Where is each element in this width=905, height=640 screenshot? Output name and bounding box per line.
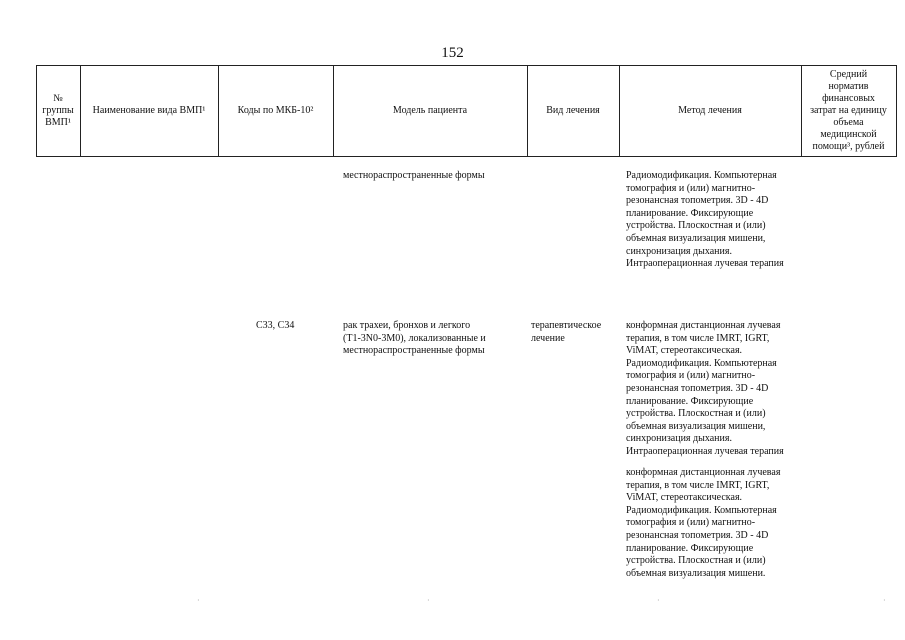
block1-patient-model: местнораспространенные формы <box>343 170 485 181</box>
scan-speck: · <box>197 596 200 605</box>
scan-speck: · <box>657 596 660 605</box>
header-treatment-type-text: Вид лечения <box>546 105 600 116</box>
header-patient-model <box>333 65 527 157</box>
block2-treatment-type: терапевтическое лечение <box>531 320 602 344</box>
block2-patient-model: рак трахеи, бронхов и легкого (T1-3N0-3M0), локализованные и местнораспространенные формы <box>343 320 486 357</box>
header-cost-standard-text: Средний норматив финансовых затрат на единицу объема медицинской помощи³, рублей <box>810 69 887 152</box>
block1-treatment-method: Радиомодификация. Компьютерная томография и (или) магнитно- резонансная топометрия. 3D - 4D планирование. Фиксирующие устройства. Плоскостная и (или) объемная визуализация мишени, синхронизация дыхания. Интраоперационная лучевая терапия <box>626 170 784 270</box>
scan-speck: · <box>427 596 430 605</box>
scan-speck: · <box>883 596 886 605</box>
page-number: 152 <box>441 45 464 61</box>
header-cost-standard <box>801 65 896 157</box>
header-icd-codes <box>218 65 333 157</box>
header-group-number <box>36 65 80 157</box>
header-vmp-name-text: Наименование вида ВМП¹ <box>92 105 206 116</box>
header-patient-model-text: Модель пациента <box>392 105 468 116</box>
header-treatment-method <box>619 65 801 157</box>
header-treatment-type <box>527 65 619 157</box>
header-treatment-method-text: Метод лечения <box>678 105 742 116</box>
header-icd-codes-text: Коды по МКБ-10² <box>237 105 314 116</box>
header-vmp-name <box>80 65 218 157</box>
header-group-number-text: № группы ВМП¹ <box>42 93 74 128</box>
block3-treatment-method: конформная дистанционная лучевая терапия, в том числе IMRT, IGRT, ViMAT, стереотаксическая. Радиомодификация. Компьютерная томография и (или) магнитно- резонансная топометрия. 3D - 4D планирование. Фиксирующие устройства. Плоскостная и (или) объемная визуализация мишени. <box>626 467 781 579</box>
block2-icd-codes: C33, C34 <box>256 320 295 331</box>
divider <box>896 65 897 157</box>
block2-treatment-method: конформная дистанционная лучевая терапия, в том числе IMRT, IGRT, ViMAT, стереотаксическая. Радиомодификация. Компьютерная томография и (или) магнитно- резонансная топометрия. 3D - 4D планирование. Фиксирующие устройства. Плоскостная и (или) объемная визуализация мишени, синхронизация дыхания. Интраоперационная лучевая терапия <box>626 320 784 457</box>
